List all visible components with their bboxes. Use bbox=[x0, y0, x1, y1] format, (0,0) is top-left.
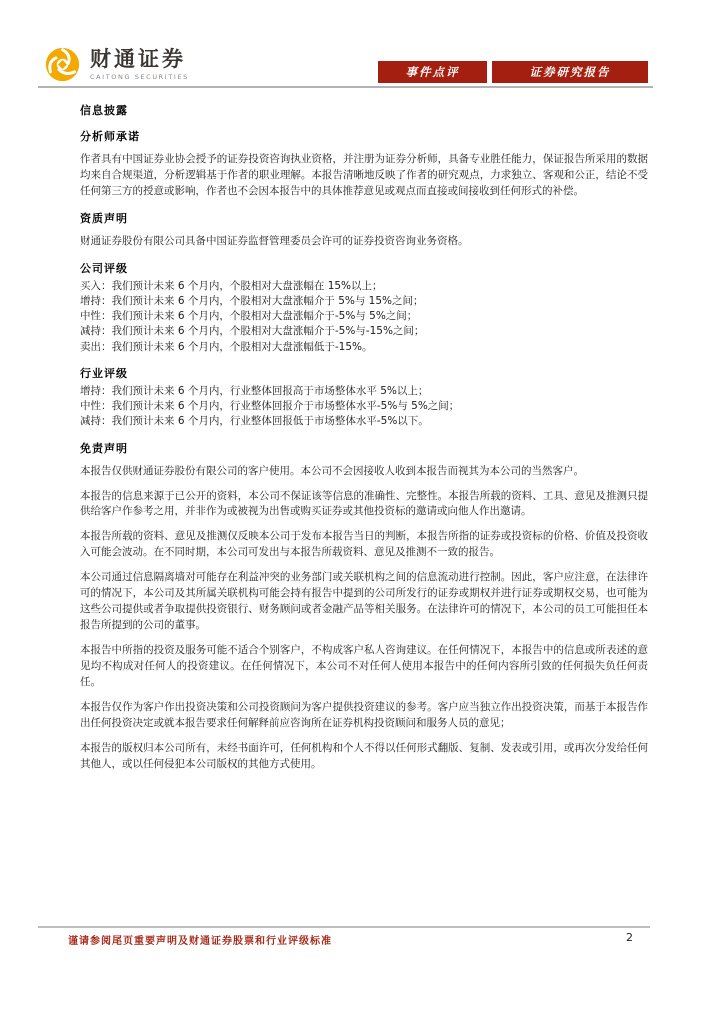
industry-rating-overweight: 增持：我们预计未来 6 个月内，行业整体回报高于市场整体水平 5%以上； bbox=[80, 384, 429, 397]
brand-name-cn: 财通证券 bbox=[90, 47, 186, 71]
caitong-emblem-icon bbox=[44, 46, 81, 83]
qualification-paragraph: 财通证券股份有限公司具备中国证券监督管理委员会许可的证券投资咨询业务资格。 bbox=[80, 234, 469, 247]
section-heading-company-rating: 公司评级 bbox=[80, 261, 128, 275]
disclaimer-paragraph: 本报告的版权归本公司所有，未经书面许可，任何机构和个人不得以任何形式翻版、复制、发表或引用，或再次分发给任何其他人，或以任何侵犯本公司版权的其他方式使用。 bbox=[80, 741, 648, 770]
header-divider bbox=[38, 86, 653, 88]
brand-name-en: CAITONG SECURITIES bbox=[90, 73, 189, 81]
industry-rating-underweight: 减持：我们预计未来 6 个月内，行业整体回报低于市场整体水平-5%以下。 bbox=[80, 415, 429, 428]
disclaimer-paragraph: 本报告仅供财通证券股份有限公司的客户使用。本公司不会因接收人收到本报告而视其为本公司的当然客户。 bbox=[80, 464, 584, 477]
brand-logo bbox=[44, 46, 189, 83]
industry-rating-list bbox=[80, 384, 648, 430]
disclaimer-paragraph: 本报告仅作为客户作出投资决策和公司投资顾问为客户提供投资建议的参考。客户应当独立作出投资决策，而基于本报告作出任何投资决定或就本报告要求任何解释前应咨询所在证券机构投资顾问和服务人员的意见； bbox=[80, 701, 648, 729]
disclaimer-paragraph: 本报告所载的资料、意见及推测仅反映本公司于发布本报告当日的判断，本报告所指的证券或投资标的价格、价值及投资收入可能会波动。在不同时期，本公司可发出与本报告所载资料、意见及推测不一致的报告。 bbox=[80, 530, 648, 559]
company-rating-buy: 买入：我们预计未来 6 个月内，个股相对大盘涨幅在 15%以上； bbox=[80, 279, 383, 292]
company-rating-sell: 卖出：我们预计未来 6 个月内，个股相对大盘涨幅低于-15%。 bbox=[80, 340, 373, 353]
section-heading-industry-rating: 行业评级 bbox=[80, 366, 128, 380]
disclaimer-paragraph: 本报告中所指的投资及服务可能不适合个别客户，不构成客户私人咨询建议。在任何情况下，本报告中的信息或所表述的意见均不构成对任何人的投资建议。在任何情况下，本公司不对任何人使用本报告中的任何内容所引致的任何损失负任何责任。 bbox=[80, 644, 648, 689]
section-heading-info-disclosure: 信息披露 bbox=[80, 104, 128, 117]
brand-text bbox=[90, 46, 189, 81]
footer-disclaimer-note: 谨请参阅尾页重要声明及财通证券股票和行业评级标准 bbox=[68, 936, 332, 947]
company-rating-list bbox=[80, 279, 648, 355]
report-category-badge: 证券研究报告 bbox=[492, 61, 648, 83]
company-rating-neutral: 中性：我们预计未来 6 个月内，个股相对大盘涨幅介于-5%与 5%之间； bbox=[80, 310, 418, 323]
disclaimer-paragraph: 本公司通过信息隔离墙对可能存在利益冲突的业务部门或关联机构之间的信息流动进行控制。因此，客户应注意，在法律许可的情况下，本公司及其所属关联机构可能会持有报告中提到的公司所发行的证券或期权并进行证券或期权交易，也可能为这些公司提供或者争取提供投资银行、财务顾问或者金融产品等相关服务。在法律许可的情况下，本公司的员工可能担任本报告所提到的公司的董事。 bbox=[80, 571, 648, 632]
company-rating-overweight: 增持：我们预计未来 6 个月内，个股相对大盘涨幅介于 5%与 15%之间； bbox=[80, 295, 424, 308]
page-number: 2 bbox=[626, 931, 633, 944]
header-badges bbox=[378, 61, 648, 83]
section-heading-qualification: 资质声明 bbox=[80, 211, 128, 225]
analyst-commitment-paragraph: 作者具有中国证券业协会授予的证券投资咨询执业资格，并注册为证券分析师，具备专业胜任能力，保证报告所采用的数据均来自合规渠道，分析逻辑基于作者的职业理解。本报告清晰地反映了作者的研究观点，力求独立、客观和公正，结论不受任何第三方的授意或影响，作者也不会因本报告中的具体推荐意见或观点而直接或间接收到任何形式的补偿。 bbox=[80, 153, 648, 197]
report-body bbox=[80, 92, 648, 782]
section-heading-disclaimer: 免责声明 bbox=[80, 441, 128, 455]
section-heading-analyst-commitment: 分析师承诺 bbox=[80, 130, 140, 143]
industry-rating-neutral: 中性：我们预计未来 6 个月内，行业整体回报介于市场整体水平-5%与 5%之间； bbox=[80, 400, 460, 413]
footer-divider bbox=[38, 926, 650, 928]
company-rating-underweight: 减持：我们预计未来 6 个月内，个股相对大盘涨幅介于-5%与-15%之间； bbox=[80, 325, 425, 338]
report-type-badge: 事件点评 bbox=[378, 61, 487, 83]
disclaimer-paragraph: 本报告的信息来源于已公开的资料，本公司不保证该等信息的准确性、完整性。本报告所载的资料、工具、意见及推测只提供给客户作参考之用，并非作为或被视为出售或购买证券或其他投资标的邀请或向他人作出邀请。 bbox=[80, 489, 648, 518]
